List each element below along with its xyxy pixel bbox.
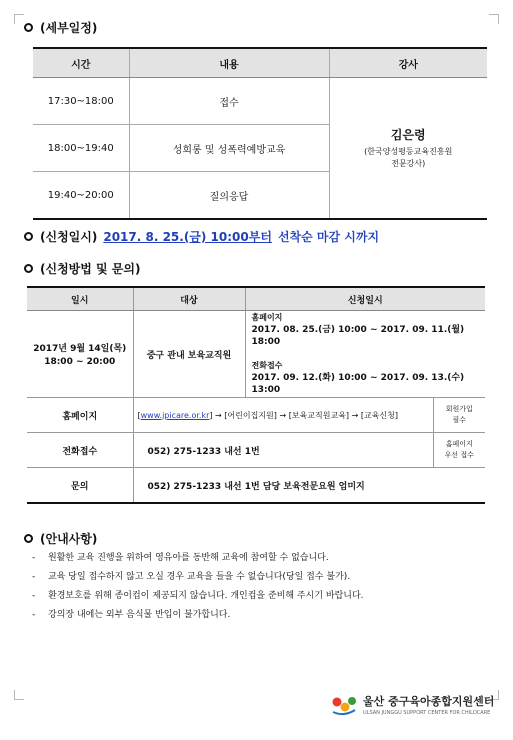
center-logo <box>331 693 494 716</box>
homepage-period: 2017. 08. 25.(금) 10:00 ~ 2017. 09. 11.(월) 18:00 <box>251 325 465 347</box>
inquiry-value: 052) 275-1233 내선 1번 담당 보육전문요원 엄미지 <box>133 468 485 504</box>
homepage-link[interactable]: www.jpicare.or.kr <box>140 410 210 420</box>
section-heading-text: (세부일정) <box>40 21 98 35</box>
section-heading-text: (신청일시) <box>40 230 98 244</box>
event-time: 18:00 ~ 20:00 <box>44 357 116 367</box>
column-header: 대상 <box>133 287 245 311</box>
center-name-kr: 울산 중구육아종합지원센터 <box>363 695 495 708</box>
center-logo-icon <box>331 695 357 715</box>
inquiry-label: 문의 <box>27 468 133 504</box>
column-header: 내용 <box>129 48 329 78</box>
dash-bullet: - <box>32 610 36 620</box>
event-date: 2017년 9월 14일(목) <box>33 344 127 354</box>
note-line: 홈페이지 <box>445 440 473 448</box>
content-cell: 질의응답 <box>129 172 329 220</box>
section-heading-text: (안내사항) <box>40 532 98 546</box>
application-date-suffix: 선착순 마감 시까지 <box>277 230 380 244</box>
circle-bullet-icon <box>24 232 33 241</box>
circle-bullet-icon <box>24 23 33 32</box>
phone-note <box>433 433 485 468</box>
content-cell: 성희롱 및 성폭력예방교육 <box>129 125 329 172</box>
section-heading-application-method <box>24 260 140 277</box>
notice-text: 환경보호를 위해 종이컵이 제공되지 않습니다. 개인컵을 준비해 주시기 바랍니다. <box>48 591 364 601</box>
homepage-note <box>433 398 485 433</box>
homepage-path-bracket: [ <box>137 410 141 420</box>
phone-period-label: 전화접수 <box>251 361 283 370</box>
notice-text: 원활한 교육 진행을 위하여 영유아를 동반해 교육에 참여할 수 없습니다. <box>48 553 329 563</box>
column-header: 신청일시 <box>245 287 485 311</box>
time-cell: 17:30~18:00 <box>33 78 129 125</box>
table-row <box>27 311 485 398</box>
dash-bullet: - <box>32 553 36 563</box>
dash-bullet: - <box>32 572 36 582</box>
list-item <box>32 606 364 625</box>
page-corner-mark <box>14 14 24 24</box>
homepage-path-steps: ] → [어린이집지원] → [보육교직원교육] → [교육신청] <box>209 410 398 420</box>
center-name-en: ULSAN JUNGGU SUPPORT CENTER FOR CHILDCARE <box>363 710 491 716</box>
homepage-label: 홈페이지 <box>27 398 133 433</box>
list-item <box>32 587 364 606</box>
homepage-period-label: 홈페이지 <box>251 313 283 322</box>
circle-bullet-icon <box>24 264 33 273</box>
table-header-row <box>33 48 487 78</box>
column-header: 시간 <box>33 48 129 78</box>
application-date-highlight: 2017. 8. 25.(금) 10:00부터 <box>103 230 272 244</box>
target-cell: 중구 관내 보육교직원 <box>133 311 245 398</box>
phone-label: 전화접수 <box>27 433 133 468</box>
homepage-path <box>133 398 433 433</box>
content-cell: 접수 <box>129 78 329 125</box>
section-heading-notice <box>24 530 97 547</box>
lecturer-cell <box>329 78 487 220</box>
column-header: 강사 <box>329 48 487 78</box>
application-period-cell <box>245 311 485 398</box>
table-row <box>27 433 485 468</box>
list-item <box>32 549 364 568</box>
time-cell: 18:00~19:40 <box>33 125 129 172</box>
section-heading-schedule <box>24 19 97 36</box>
table-row <box>27 398 485 433</box>
circle-bullet-icon <box>24 534 33 543</box>
table-row <box>33 78 487 125</box>
column-header: 일시 <box>27 287 133 311</box>
lecturer-name: 김은령 <box>390 128 426 142</box>
list-item <box>32 568 364 587</box>
notice-list <box>32 549 364 625</box>
event-datetime-cell <box>27 311 133 398</box>
application-table <box>27 286 485 504</box>
table-header-row <box>27 287 485 311</box>
lecturer-org-line: (한국양성평등교육진흥원 <box>364 147 453 156</box>
notice-text: 교육 당일 접수하지 않고 오실 경우 교육을 들을 수 없습니다(당일 접수 불가). <box>48 572 351 582</box>
phone-value: 052) 275-1233 내선 1번 <box>133 433 433 468</box>
dash-bullet: - <box>32 591 36 601</box>
notice-text: 강의장 내에는 외부 음식물 반입이 불가합니다. <box>48 610 231 620</box>
lecturer-org-line: 전문강사) <box>391 159 426 168</box>
time-cell: 19:40~20:00 <box>33 172 129 220</box>
note-line: 우선 접수 <box>444 451 474 459</box>
section-heading-application-date <box>24 228 379 245</box>
section-heading-text: (신청방법 및 문의) <box>40 262 141 276</box>
page-corner-mark <box>489 14 499 24</box>
schedule-table <box>33 47 487 220</box>
lecturer-org <box>331 146 487 170</box>
page-corner-mark <box>14 690 24 700</box>
note-line: 필수 <box>452 416 467 424</box>
center-logo-text <box>363 693 494 716</box>
phone-period: 2017. 09. 12.(화) 10:00 ~ 2017. 09. 13.(수) 13:00 <box>251 373 465 395</box>
table-row <box>27 468 485 504</box>
note-line: 회원가입 <box>445 405 473 413</box>
